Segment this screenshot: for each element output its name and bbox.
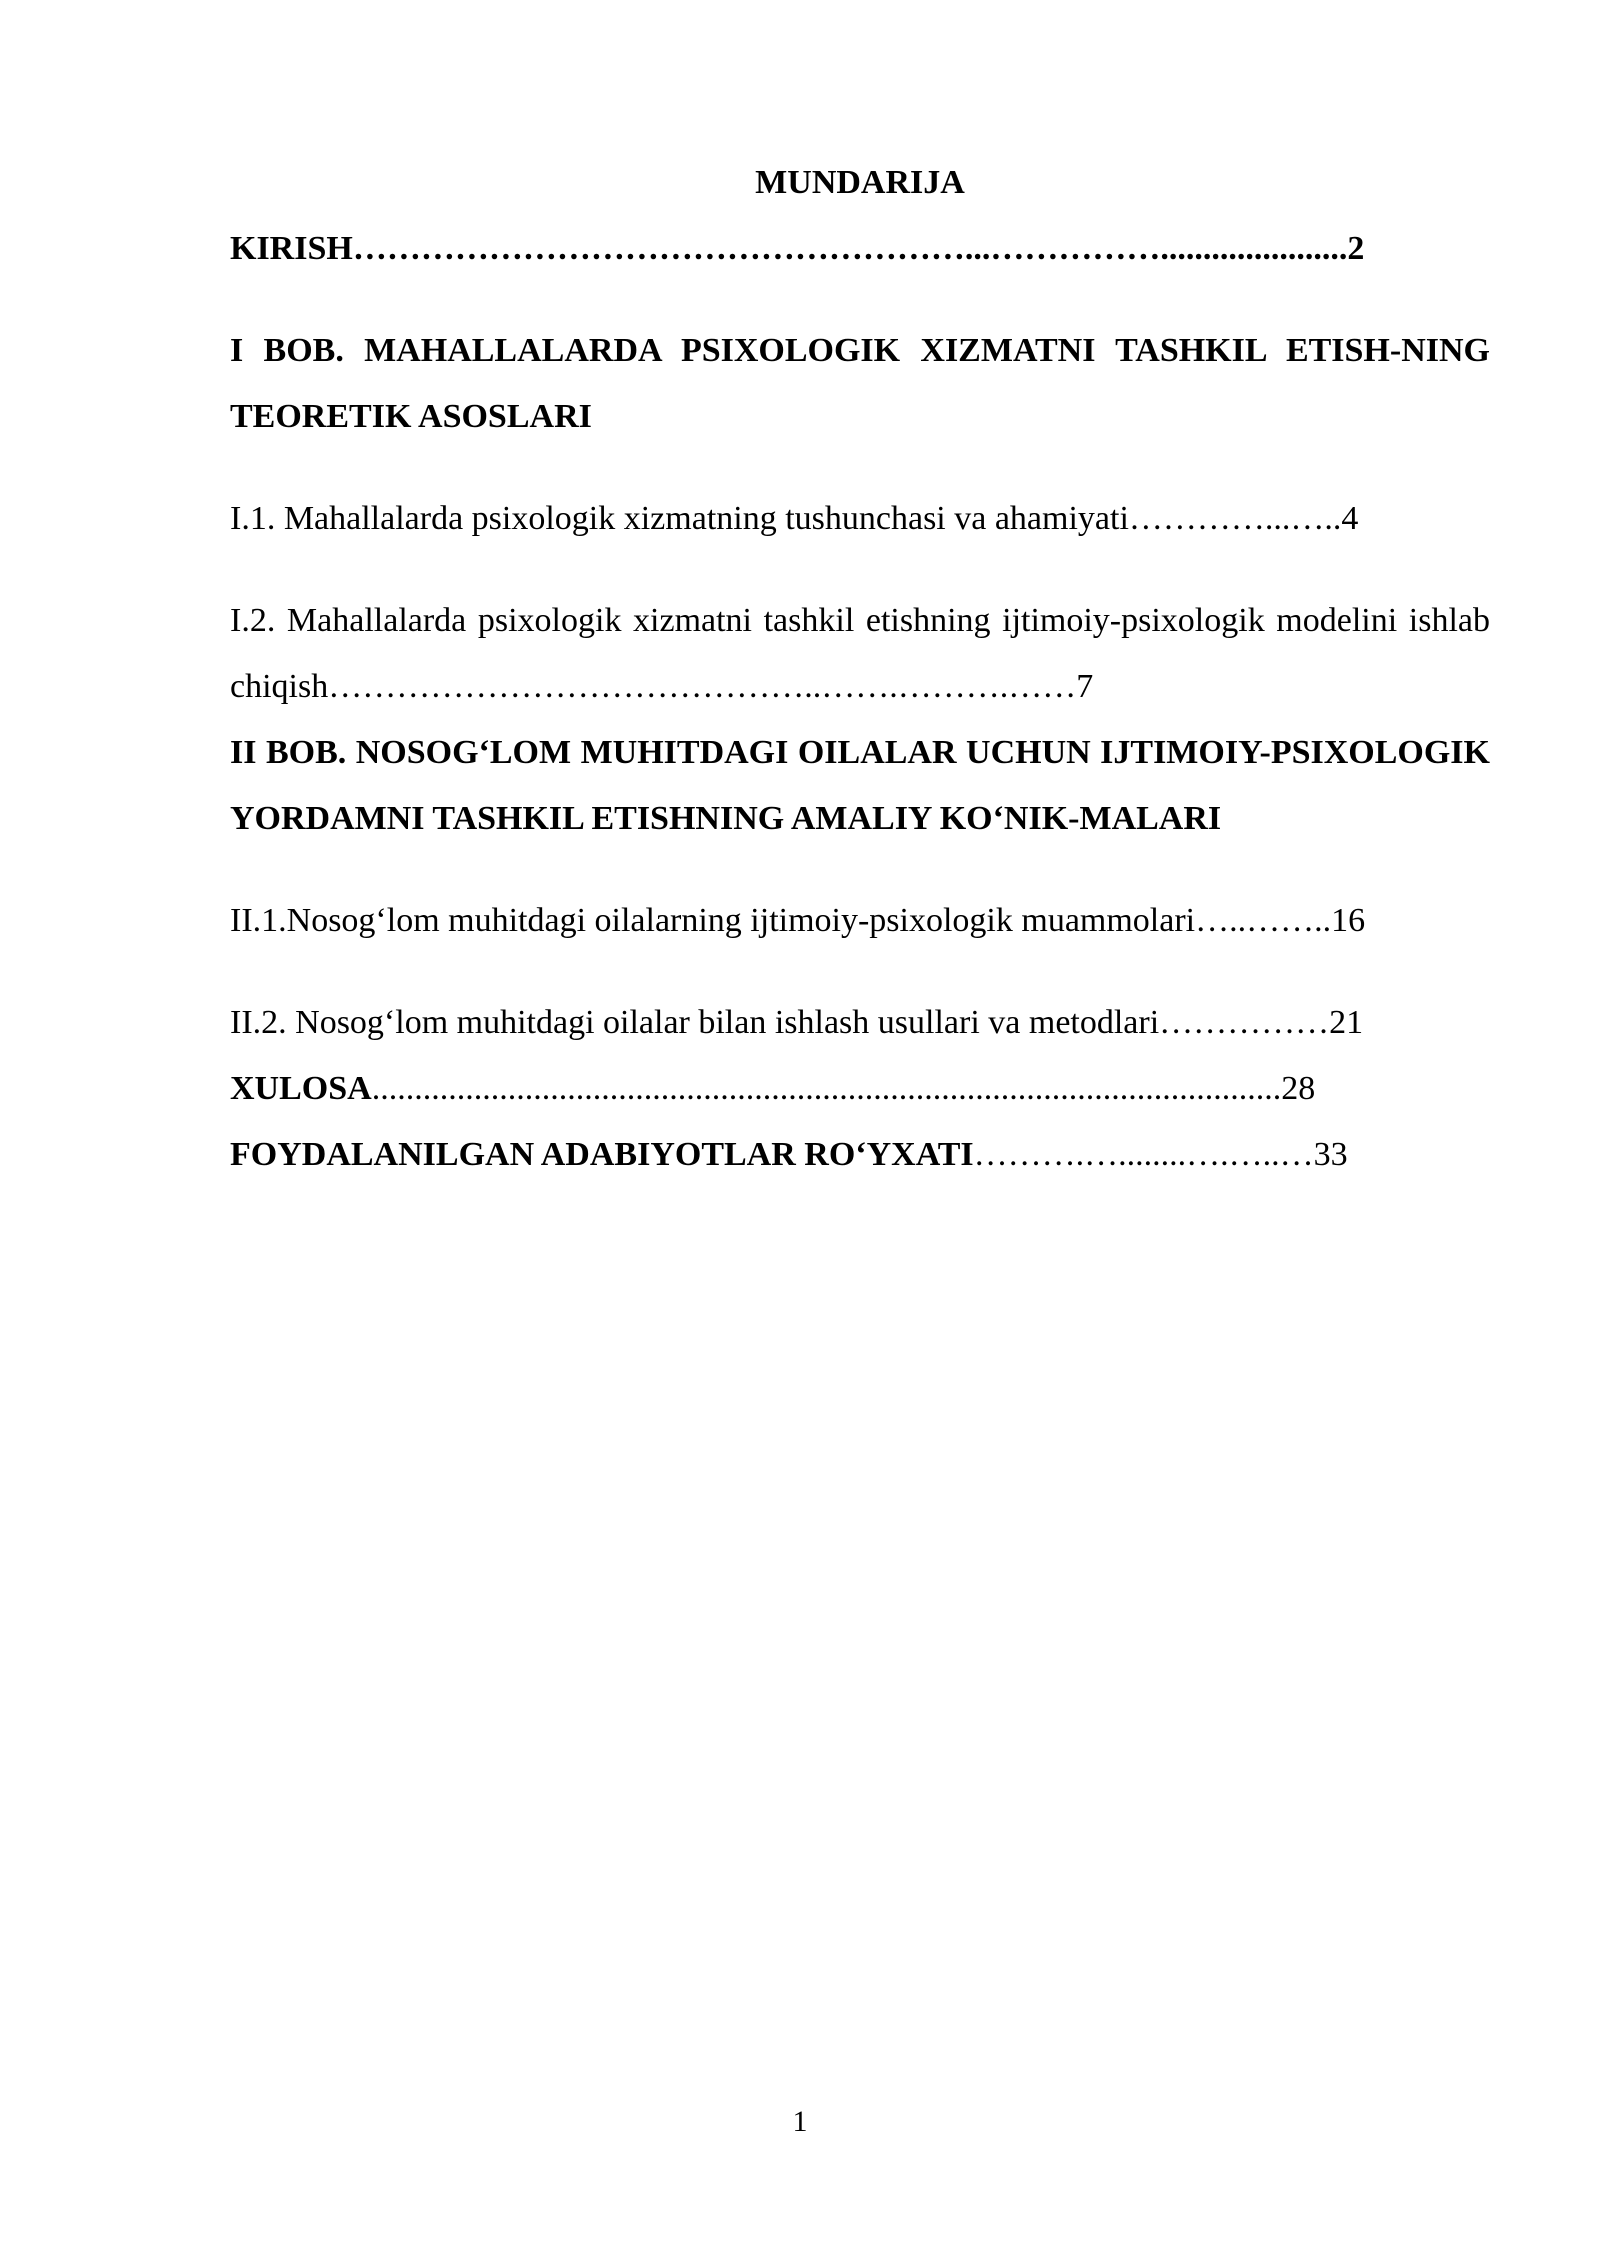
toc-entry-kirish	[230, 216, 1490, 282]
toc-entry-references	[230, 1122, 1490, 1188]
toc-entry-kirish-text: KIRISH………………………………………………...……………......................2	[230, 230, 1365, 267]
toc-entry-references-leader: ……….…........….…..…33	[973, 1136, 1348, 1173]
toc-chapter-2: II BOB. NOSOG‘LOM MUHITDAGI OILALAR UCHUN IJTIMOIY-PSIXOLOGIK YORDAMNI TASHKIL ETISHNING AMALIY KO‘NIK-MALARI	[230, 734, 1490, 837]
toc-section-2-1: II.1.Nosog‘lom muhitdagi oilalarning ijtimoiy-psixologik muammolari…..……..16	[230, 902, 1366, 939]
toc-entry-xulosa-label: XULOSA	[230, 1070, 372, 1107]
toc-section-1-2: I.2. Mahallalarda psixologik xizmatni tashkil etishning ijtimoiy-psixologik modelini ishlab chiqish……………………………………..…….……….……7	[230, 602, 1490, 705]
toc-entry-xulosa	[230, 1056, 1490, 1122]
toc-entry-references-label: FOYDALANILGAN ADABIYOTLAR RO‘YXATI	[230, 1136, 974, 1173]
toc-chapter-1: I BOB. MAHALLALARDA PSIXOLOGIK XIZMATNI TASHKIL ETISH-NING TEORETIK ASOSLARI	[230, 332, 1490, 435]
page-number: 1	[792, 2105, 808, 2138]
toc-section-2-2: II.2. Nosog‘lom muhitdagi oilalar bilan ishlash usullari va metodlari……………21	[230, 1004, 1364, 1041]
toc-entry-xulosa-leader: ...........................................................................................................28	[371, 1070, 1316, 1107]
table-of-contents	[230, 150, 1490, 1188]
toc-section-1-1: I.1. Mahallalarda psixologik xizmatning tushunchasi va ahamiyati…………...…..4	[230, 500, 1359, 537]
page-title: MUNDARIJA	[755, 164, 965, 201]
